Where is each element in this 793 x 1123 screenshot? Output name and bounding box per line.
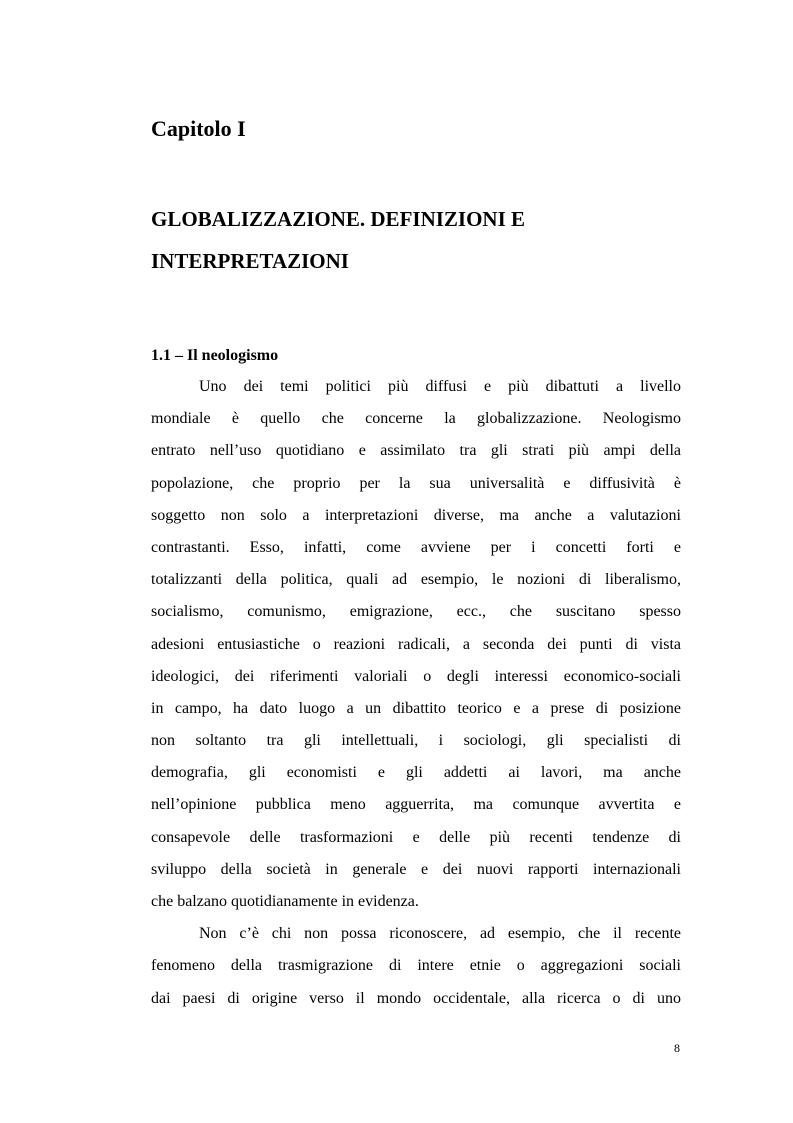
text-line: sviluppo della società in generale e dei nuovi rapporti internazionali — [151, 860, 681, 878]
text-line: fenomeno della trasmigrazione di intere etnie o aggregazioni sociali — [151, 957, 681, 975]
chapter-title-line: GLOBALIZZAZIONE. DEFINIZIONI E — [151, 207, 526, 231]
paragraph-1 — [151, 371, 681, 918]
text-line: in campo, ha dato luogo a un dibattito teorico e a prese di posizione — [151, 699, 681, 717]
text-line: ideologici, dei riferimenti valoriali o degli interessi economico-sociali — [151, 667, 681, 685]
text-line: demografia, gli economisti e gli addetti ai lavori, ma anche — [151, 764, 681, 782]
text-line: popolazione, che proprio per la sua universalità e diffusività è — [151, 474, 681, 492]
page-number: 8 — [674, 1041, 680, 1055]
chapter-label: Capitolo I — [151, 116, 246, 141]
chapter-title-line: INTERPRETAZIONI — [151, 249, 349, 273]
section-heading: 1.1 – Il neologismo — [151, 347, 279, 364]
text-line: Non c’è chi non possa riconoscere, ad esempio, che il recente — [199, 925, 681, 943]
text-line: soggetto non solo a interpretazioni diverse, ma anche a valutazioni — [151, 506, 681, 524]
text-line: nell’opinione pubblica meno agguerrita, ma comunque avvertita e — [151, 796, 681, 814]
chapter-title — [151, 198, 651, 282]
paragraph-2 — [151, 918, 681, 1015]
text-line: socialismo, comunismo, emigrazione, ecc., che suscitano spesso — [151, 603, 681, 621]
text-line: contrastanti. Esso, infatti, come avviene per i concetti forti e — [151, 538, 681, 556]
text-line: adesioni entusiastiche o reazioni radicali, a seconda dei punti di vista — [151, 635, 681, 653]
text-line: Uno dei temi politici più diffusi e più dibattuti a livello — [199, 378, 681, 395]
text-line: mondiale è quello che concerne la globalizzazione. Neologismo — [151, 410, 681, 428]
text-line: totalizzanti della politica, quali ad esempio, le nozioni di liberalismo, — [151, 571, 681, 589]
text-line: non soltanto tra gli intellettuali, i sociologi, gli specialisti di — [151, 732, 681, 750]
text-line: che balzano quotidianamente in evidenza. — [151, 893, 419, 910]
text-line: dai paesi di origine verso il mondo occidentale, alla ricerca o di uno — [151, 989, 681, 1007]
text-line: consapevole delle trasformazioni e delle più recenti tendenze di — [151, 828, 681, 846]
body-text — [151, 371, 681, 1015]
text-line: entrato nell’uso quotidiano e assimilato tra gli strati più ampi della — [151, 442, 681, 460]
